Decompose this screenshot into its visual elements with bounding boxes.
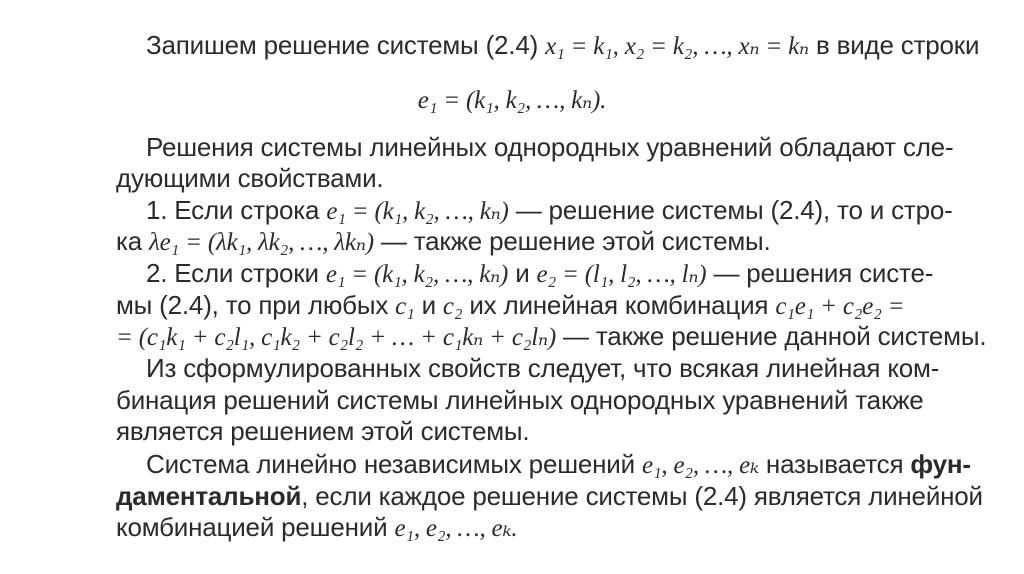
text-segment: Система линейно независимых решений [146, 449, 642, 479]
text-segment: Запишем решение системы (2.4) [146, 30, 546, 60]
math-expression: e₁, e₂, …, eₖ [641, 452, 759, 479]
text-line-3 [146, 132, 953, 163]
text-segment: 2. Если строки [146, 258, 326, 288]
text-segment: — решения систе- [706, 258, 934, 288]
text-segment: — также решение данной системы. [556, 321, 987, 351]
text-segment: Решения системы линейных однородных уравнений обладают сле- [146, 132, 954, 162]
text-segment: и [414, 290, 443, 320]
bold-term: даментальной [116, 481, 302, 511]
math-expression: λe₁ = (λk₁, λk₂, …, λkₙ) [149, 229, 374, 256]
text-segment: и [508, 258, 537, 288]
text-segment: ка [116, 226, 150, 256]
math-expression: e₁, e₂, …, eₖ. [394, 515, 518, 542]
text-segment: мы (2.4), то при любых [116, 290, 396, 320]
text-line-15 [116, 512, 517, 543]
text-segment: — также решение этой системы. [373, 226, 771, 256]
text-line-8 [116, 290, 904, 321]
text-line-6 [116, 226, 771, 257]
text-segment: дующими свойствами. [116, 163, 384, 193]
text-line-2 [0, 84, 1024, 115]
text-segment: комбинацией решений [116, 512, 395, 542]
math-expression: x₁ = k₁, x₂ = k₂, …, xₙ = kₙ [545, 33, 809, 60]
math-expression: c₂ [442, 293, 463, 320]
math-expression: e₁ = (k₁, k₂, …, kₙ) [326, 198, 509, 225]
math-expression: e₂ = (l₁, l₂, …, lₙ) [536, 261, 707, 288]
math-expression: c₁e₁ + c₂e₂ = [775, 293, 905, 320]
text-segment: Из сформулированных свойств следует, что всякая линейная ком- [146, 353, 940, 383]
math-expression: = (c₁k₁ + c₂l₁, c₁k₂ + c₂l₂ + … + c₁kₙ + c₂lₙ) [116, 324, 557, 351]
text-segment: — решение системы (2.4), то и стро- [508, 195, 953, 225]
text-line-13 [146, 449, 971, 480]
text-line-12 [116, 416, 529, 447]
text-segment: в виде строки [808, 30, 980, 60]
text-line-9 [116, 321, 986, 352]
text-line-7 [146, 258, 933, 289]
text-line-1 [146, 30, 979, 61]
bold-term: фун- [910, 449, 971, 479]
text-line-10 [146, 353, 939, 384]
text-segment: 1. Если строка [146, 195, 327, 225]
text-segment: их линейная комбинация [462, 290, 776, 320]
text-line-14 [116, 481, 983, 512]
math-expression: e₁ = (k₁, k₂, …, kₙ). [417, 87, 607, 114]
math-expression: c₁ [395, 293, 415, 320]
math-expression: e₁ = (k₁, k₂, …, kₙ) [325, 261, 509, 288]
text-line-11 [116, 385, 924, 416]
text-segment: является решением этой системы. [116, 416, 530, 446]
text-segment: называется [758, 449, 911, 479]
text-segment: , если каждое решение системы (2.4) является линейной [301, 481, 983, 511]
text-line-5 [146, 195, 953, 226]
text-segment: бинация решений системы линейных однородных уравнений также [116, 385, 924, 415]
text-line-4 [116, 163, 383, 194]
